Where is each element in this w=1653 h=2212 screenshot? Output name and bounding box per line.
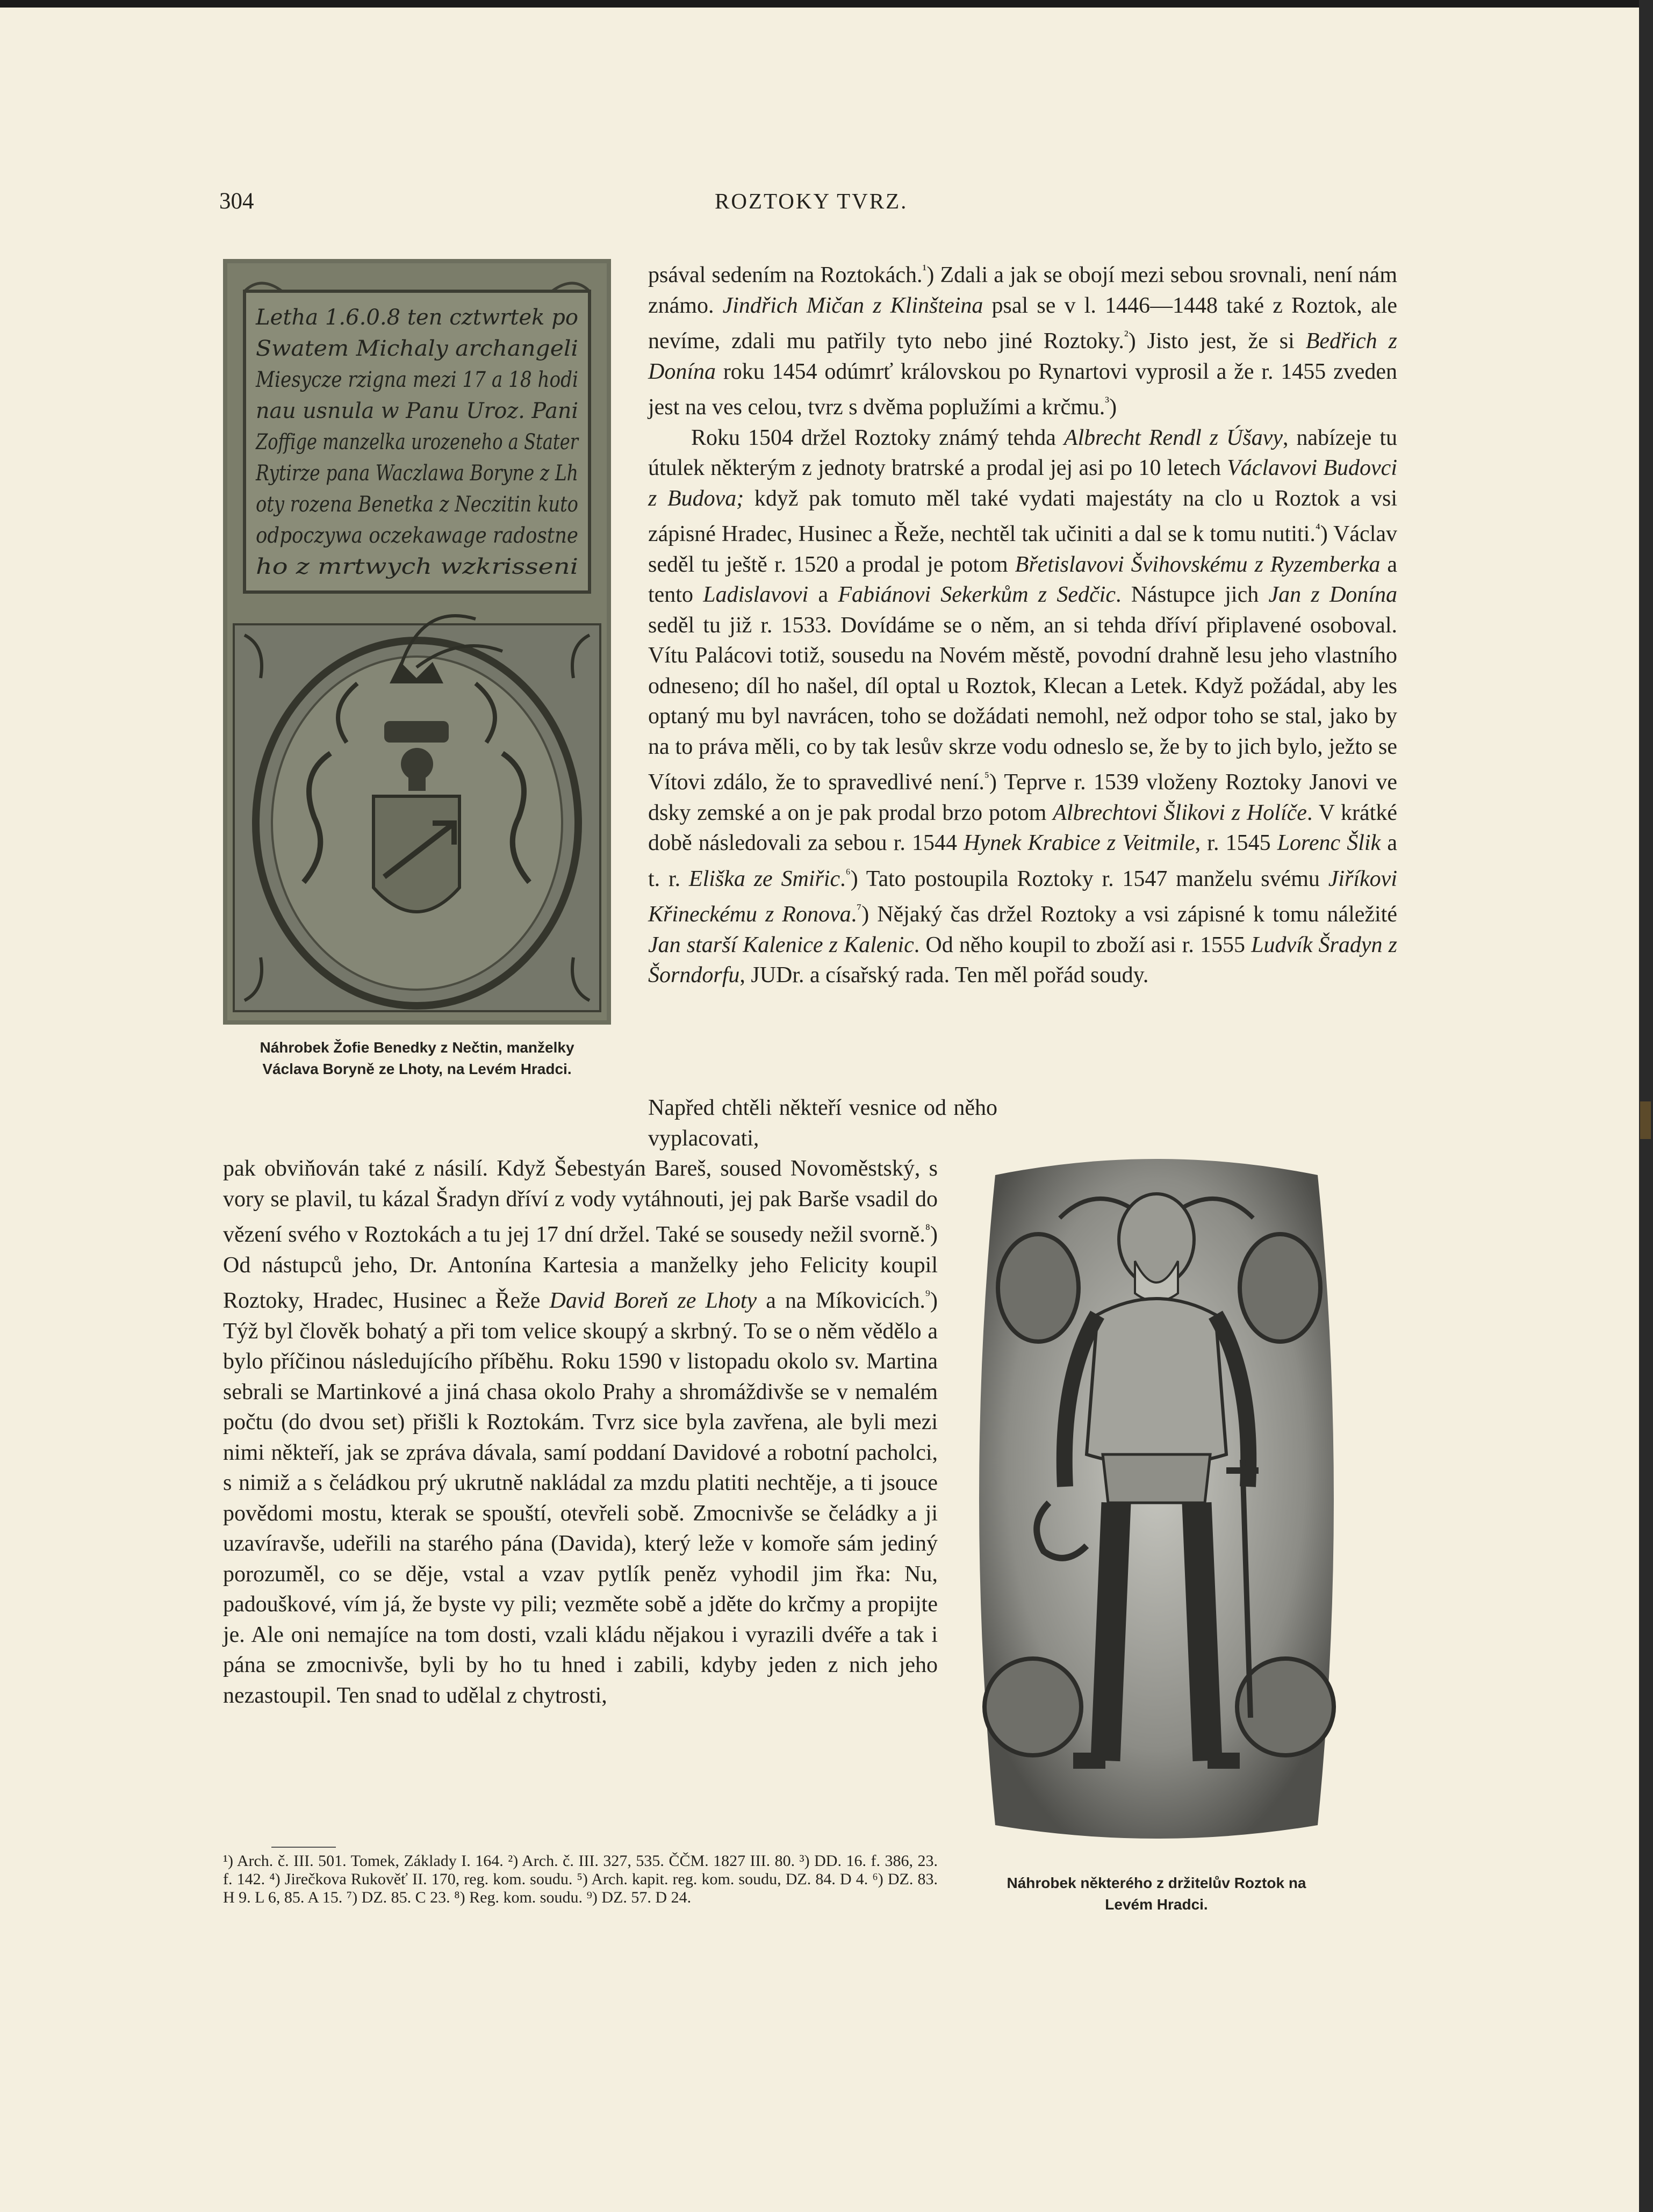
inscription-line: Rytirze pana Waczlawa Boryne z Lh bbox=[255, 461, 578, 486]
inscription-line: Zoffige manzelka urozeneho a Stater bbox=[255, 430, 580, 455]
text-run: roku 1454 odúmrť královskou po Rynartovi vyprosil a že r. 1455 zveden jest na ves celou, tvrz s dvěma poplužími a krčmu. bbox=[648, 359, 1397, 420]
inscription-line: nau usnula w Panu Uroz. Pani bbox=[256, 399, 578, 423]
inscription-line: ho z mrtwych wzkrisseni bbox=[256, 554, 578, 579]
footnote-ref: ³ bbox=[1105, 394, 1110, 409]
italic-name: Břetislavovi Švihovskému z Ryzemberka bbox=[1015, 552, 1381, 577]
text-run: ) Zdali a jak se obojí mezi sebou srovnali, není nám známo. bbox=[648, 263, 1397, 318]
text-run: , JUDr. a císařský rada. Ten měl pořád soudy. bbox=[739, 963, 1149, 988]
mid-text-block bbox=[648, 1093, 997, 1154]
footnote-ref: ⁷ bbox=[857, 901, 862, 917]
text-run: . bbox=[840, 866, 846, 891]
text-run: ) Nějaký čas držel Roztoky a vsi zápisné k tomu náležité bbox=[861, 902, 1397, 927]
inscription-line: Swatem Michaly archangeli bbox=[256, 336, 578, 361]
footnote-ref: ⁹ bbox=[925, 1287, 930, 1303]
text-run: , r. 1545 bbox=[1195, 831, 1277, 855]
tombstone-2-image bbox=[963, 1154, 1350, 1847]
text-run: Roku 1504 držel Roztoky známý tehda bbox=[691, 425, 1064, 450]
italic-name: Ladislavovi bbox=[703, 582, 809, 607]
italic-name: Eliška ze Smiřic bbox=[688, 866, 840, 891]
inscription-line: Miesycze rzigna mezi 17 a 18 hodi bbox=[255, 368, 578, 392]
text-run: a t. r. bbox=[648, 831, 1397, 891]
text-run: . bbox=[851, 902, 857, 927]
page-header bbox=[0, 188, 1653, 226]
tombstone-figure-2 bbox=[963, 1154, 1350, 1847]
text-run: ) Teprve r. 1539 vloženy Roztoky Janovi ve dsky zemské a on je pak prodal brzo potom bbox=[648, 770, 1397, 825]
inscription-line: odpoczywa oczekawage radostne bbox=[256, 523, 578, 548]
italic-name: Václavovi Budovci z Budova; bbox=[648, 456, 1397, 511]
page-right-edge bbox=[1639, 0, 1653, 2212]
paragraph-3 bbox=[223, 1154, 938, 1711]
footnote-ref: ⁸ bbox=[925, 1221, 930, 1237]
text-run: ) Od nástupců jeho, Dr. Antonína Kartesia a manželky jeho Felicity koupil Roztoky, Hradec, Husinec a Řeže bbox=[223, 1222, 938, 1313]
text-run: ) bbox=[1109, 395, 1117, 420]
footnotes bbox=[223, 1847, 938, 1907]
text-run: ) Jisto jest, že si bbox=[1128, 329, 1306, 354]
figure-1-caption bbox=[216, 1037, 618, 1080]
footnote-ref: ² bbox=[1124, 328, 1129, 343]
italic-name: Ludvík Šradyn z Šorndorfu bbox=[648, 932, 1397, 988]
tombstone-1-image bbox=[223, 259, 611, 1025]
italic-name: Bedřich z Donína bbox=[648, 329, 1398, 384]
figure-2-caption bbox=[957, 1872, 1356, 1915]
italic-name: Jiříkovi Křineckému z Ronova bbox=[648, 866, 1397, 927]
italic-name: Jan z Donína bbox=[1268, 582, 1397, 607]
right-column-text bbox=[648, 255, 1397, 991]
mid-text: Napřed chtěli někteří vesnice od něho vyplacovati, bbox=[648, 1096, 997, 1151]
text-run: psával sedením na Roztokách. bbox=[648, 263, 923, 287]
figure-1-caption-line2: Václava Boryně ze Lhoty, na Levém Hradci. bbox=[262, 1061, 572, 1077]
tombstone-figure-1 bbox=[223, 259, 611, 1025]
text-run: . V krátké době následovali za sebou r. 1544 bbox=[648, 800, 1397, 855]
page-edge-notch bbox=[1640, 1101, 1651, 1139]
figure-2-caption-line1: Náhrobek některého z držitelův Roztok na bbox=[1007, 1875, 1306, 1891]
text-run: , nabízeje tu útulek některým z jednoty bratrské a prodal jej asi po 10 letech bbox=[648, 425, 1397, 480]
text-run: a tento bbox=[648, 552, 1397, 607]
italic-name: Hynek Krabice z Veitmile bbox=[964, 831, 1195, 855]
text-run: ) Tato postoupila Roztoky r. 1547 manželu svému bbox=[850, 866, 1328, 891]
italic-name: Albrecht Rendl z Úšavy bbox=[1063, 425, 1283, 450]
text-run: psal se v l. 1446—1448 také z Roztok, ale nevíme, zdali mu patřily tyto nebo jiné Roztoky. bbox=[648, 293, 1397, 354]
text-run: když pak tomuto měl také vydati majestáty na clo u Roztok a vsi zápisné Hradec, Husinec a Řeže, nechtěl tak učiniti a dal se k tomu nutiti. bbox=[648, 486, 1398, 546]
footnote-ref: ⁴ bbox=[1315, 521, 1320, 536]
text-run: ) Václav seděl tu ještě r. 1520 a prodal je potom bbox=[648, 522, 1398, 577]
footnote-ref: ¹ bbox=[922, 262, 927, 277]
running-title: ROZTOKY TVRZ. bbox=[715, 189, 908, 213]
paragraph-1 bbox=[648, 255, 1397, 423]
figure-1-caption-line1: Náhrobek Žofie Benedky z Nečtin, manželky bbox=[260, 1039, 574, 1056]
footnote-rule bbox=[271, 1847, 336, 1848]
italic-name: Lorenc Šlik bbox=[1277, 831, 1381, 855]
inscription-line: Letha 1.6.0.8 ten cztwrtek po bbox=[255, 305, 578, 330]
footnote-ref: ⁶ bbox=[845, 865, 851, 881]
paragraph-2 bbox=[648, 423, 1397, 991]
footnote-text: ¹) Arch. č. III. 501. Tomek, Základy I. 164. ²) Arch. č. III. 327, 535. ČČM. 1827 III. 80. ³) DD. 16. f. 386, 23. f. 142. ⁴) Jirečkova Rukověť II. 170, reg. kom. soudu. ⁵) Arch. kapit. reg. kom. soudu, DZ. 84. D 4. ⁶) DZ. 83. H 9. L 6, 85. A 15. ⁷) DZ. 85. C 23. ⁸) Reg. kom. soudu. ⁹) DZ. 57. D 24. bbox=[223, 1852, 938, 1906]
page-top-border bbox=[0, 0, 1653, 8]
text-run: ) Týž byl člověk bohatý a při tom velice skoupý a skrbný. To se o něm vědělo a bylo příčinou následujícího příběhu. Roku 1590 v listopadu okolo sv. Martina sebrali se Martinkové a jiná chasa okolo Prahy a shromáždivše se v nemalém počtu (do dvou set) přišli k Roztokám. Tvrz sice byla zavřena, ale byli mezi nimi někteří, jak se zpráva dávala, samí poddaní Davidové a robotní pacholci, s nimiž a s čeládkou prý ukrutně nakládal za mzdu platiti nechtěje, a ti jsouce povědomi mostu, kterak se spouští, otevřeli sobě. Zmocnivše se čeládky a ji uzavíravše, udeřili na starého pána (Davida), který leže v komoře sám jediný porozuměl, co se děje, vstal a vzav pytlík peněz vyhodil jim řka: Nu, padouškové, vím já, že byste vy pili; vezměte sobě a jděte do krčmy a propijte je. Ale oni nemajíce na tom dosti, vzali kládu nějakou i vyrazili dvéře a tak i pána se zmocnivše, byli by ho tu hned i zabili, kdyby jeden z nich jeho nezastoupil. Ten snad to udělal z chytrosti, bbox=[223, 1288, 938, 1708]
text-run: a na Míkovicích. bbox=[757, 1288, 925, 1313]
page-number: 304 bbox=[219, 189, 254, 214]
footnote-ref: ⁵ bbox=[984, 769, 989, 784]
italic-name: David Boreň ze Lhoty bbox=[549, 1288, 757, 1313]
figure-2-caption-line2: Levém Hradci. bbox=[1105, 1896, 1208, 1913]
text-run: a bbox=[808, 582, 838, 607]
text-run: . Od něho koupil to zboží asi r. 1555 bbox=[914, 932, 1252, 957]
text-run: pak obviňován také z násilí. Když Šebestyán Bareš, soused Novoměstský, s vory se plavil, tu kázal Šradyn dříví z vody vytáhnouti, jej pak Barše vsadil do vězení svého v Roztokách a tu jej 17 dní držel. Také se sousedy nežil svorně. bbox=[223, 1156, 938, 1247]
text-run: seděl tu již r. 1533. Dovídáme se o něm, an si tehda dříví připlavené osoboval. Vítu Palácovi totiž, sousedu na Novém městě, povodní drahně lesu jeho vlastního odneseno; díl ho našel, díl optal u Roztok, Klecan a Letek. Když požádal, aby les optaný mu byl navrácen, toho se dožádati nemohl, než odpor toho se stal, jako by na to práva měli, co by tak lesův skrze vodu odneslo se, že by to jich bylo, ježto se Vítovi zdálo, že to spravedlivé není. bbox=[648, 613, 1397, 795]
italic-name: Albrechtovi Šlikovi z Holíče bbox=[1053, 800, 1307, 825]
inscription-line: oty rozena Benetka z Neczitin kuto bbox=[256, 492, 578, 517]
italic-name: Fabiánovi Sekerkům z Sedčic bbox=[838, 582, 1116, 607]
text-run: . Nástupce jich bbox=[1115, 582, 1269, 607]
italic-name: Jan starší Kalenice z Kalenic bbox=[648, 932, 914, 957]
italic-name: Jindřich Mičan z Klinšteina bbox=[722, 293, 983, 318]
lower-left-text bbox=[223, 1154, 938, 1711]
